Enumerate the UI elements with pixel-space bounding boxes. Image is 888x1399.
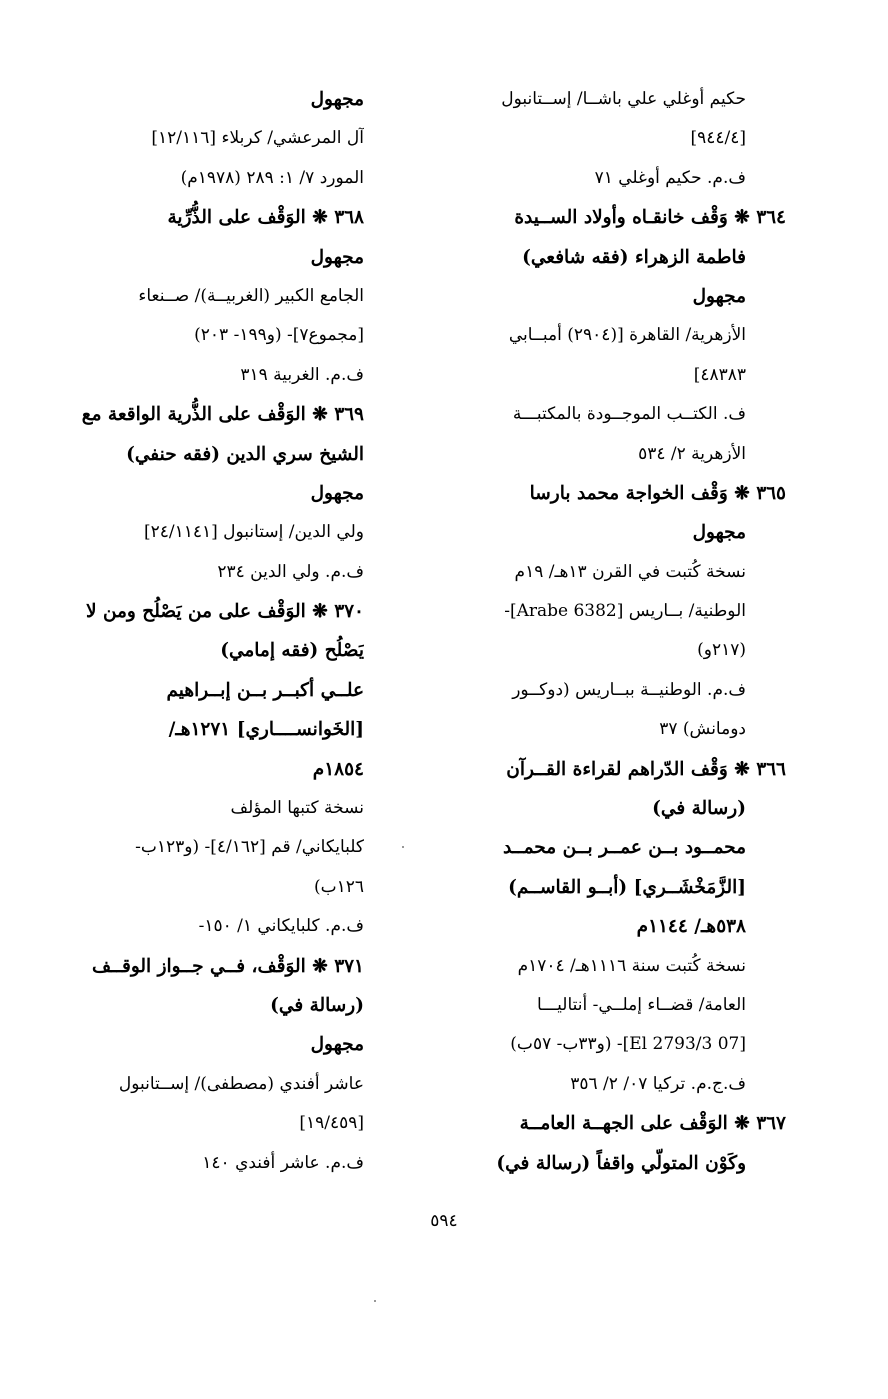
entry-heading-line: ٣٦٨ ❋ الوَقْف على الذُّرِّية: [167, 207, 364, 229]
entry-heading-line: مجهول: [692, 285, 746, 307]
entry-text-line: ف.ج.م. تركيا ٠٧/ ٢/ ٣٥٦: [570, 1073, 746, 1094]
entry-heading-line: (رسالة في): [270, 994, 364, 1016]
entry-text-line: نسخة كُتبت سنة ١١١٦هـ/ ١٧٠٤م: [517, 955, 746, 976]
entry-heading-line: الشيخ سري الدين (فقه حنفي): [126, 443, 364, 465]
entry-text-line: ف.م. الوطنيــة ببــاريس (دوكــور: [512, 679, 746, 700]
entry-heading-line: مجهول: [310, 246, 364, 268]
entry-text-line: آل المرعشي/ كربلاء [١٢/١١٦]: [151, 128, 364, 149]
entry-text-line: ف.م. عاشر أفندي ١٤٠: [202, 1152, 364, 1173]
entry-heading-line: ٣٧١ ❋ الوَقْف، فــي جــواز الوقــف: [92, 955, 364, 977]
entry-heading-line: مجهول: [310, 1034, 364, 1056]
entry-text-line: حكيم أوغلي علي باشــا/ إســتانبول: [501, 89, 746, 109]
entry-text-line: نسخة كتبها المؤلف: [230, 798, 364, 819]
scan-speck: [374, 1300, 376, 1302]
entry-text-line: الوطنية/ بــاريس [Arabe 6382]-: [504, 601, 746, 622]
entry-heading-line: ٣٦٤ ❋ وَقْف خانقـاه وأولاد الســيدة: [514, 207, 786, 229]
entry-text-line: ف.م. الغربية ٣١٩: [240, 364, 364, 385]
entry-text-line: نسخة كُتبت في القرن ١٣هـ/ ١٩م: [514, 561, 746, 582]
entry-heading-line: ١٨٥٤م: [312, 758, 364, 780]
entry-text-line: كلبايكاني/ قم [٤/١٦٢]- (و١٢٣ب-: [135, 837, 364, 858]
entry-text-line: عاشر أفندي (مصطفى)/ إســتانبول: [118, 1073, 364, 1094]
entry-heading-line: [الزَّمَخْشَــري] (أبــو القاســم): [508, 876, 746, 898]
entry-heading-line: ٥٣٨هـ/ ١١٤٤م: [636, 916, 746, 938]
right-column: [446, 80, 786, 1183]
entry-text-line: (٢١٧و): [697, 640, 746, 661]
entry-heading-line: علــي أكبــر بــن إبــراهيم: [166, 679, 364, 701]
entry-heading-line: ٣٧٠ ❋ الوَقْف على من يَصْلُح ومن لا: [85, 601, 364, 623]
entry-heading-line: ٣٦٧ ❋ الوَقْف على الجهــة العامــة: [519, 1113, 786, 1135]
entry-heading-line: وكَوْن المتولّي واقفاً (رسالة في): [496, 1152, 746, 1174]
entry-text-line: الأزهرية/ القاهرة [(٢٩٠٤) أمبــابي: [508, 325, 746, 346]
entry-heading-line: يَصْلُح (فقه إمامي): [220, 640, 364, 662]
entry-heading-line: ٣٦٦ ❋ وَقْف الدّراهم لقراءة القــرآن: [506, 758, 786, 780]
entry-text-line: [١٩/٤٥٩]: [299, 1113, 364, 1134]
entry-text-line: [٩٤٤/٤]: [690, 128, 746, 149]
entry-text-line: المورد ٧/ ١: ٢٨٩ (١٩٧٨م): [180, 167, 364, 188]
entry-text-line: ف.م. ولي الدين ٢٣٤: [217, 561, 364, 582]
entry-heading-line: ٣٦٥ ❋ وَقْف الخواجة محمد بارسا: [529, 482, 786, 504]
entry-text-line: [مجموع٧]- (و١٩٩- ٢٠٣): [194, 325, 364, 346]
entry-heading-line: محمــود بــن عمــر بــن محمــد: [503, 837, 746, 859]
entry-text-line: ٤٨٣٨٣]: [693, 364, 746, 385]
entry-heading-line: مجهول: [310, 89, 364, 110]
entry-text-line: [07 El 2793/3]- (و٣٣ب- ٥٧ب): [510, 1034, 746, 1055]
entry-text-line: العامة/ قضــاء إملــي- أنتاليـــا: [537, 994, 746, 1015]
entry-text-line: الأزهرية ٢/ ٥٣٤: [638, 443, 746, 464]
entry-text-line: ف.م. حكيم أوغلي ٧١: [594, 167, 746, 188]
entry-heading-line: ٣٦٩ ❋ الوَقْف على الذُّرية الواقعة مع: [81, 404, 364, 426]
entry-text-line: ١٢٦ب): [313, 876, 364, 897]
entry-heading-line: [الخَوانســــاري] ١٢٧١هـ/: [168, 719, 364, 741]
entry-text-line: ف.م. كلبايكاني ١/ ١٥٠-: [198, 916, 364, 937]
entry-text-line: الجامع الكبير (الغربيــة)/ صــنعاء: [138, 285, 364, 306]
entry-text-line: دومانش) ٣٧: [659, 719, 746, 740]
scan-speck: [402, 846, 404, 848]
entry-heading-line: مجهول: [692, 522, 746, 544]
entry-heading-line: مجهول: [310, 482, 364, 504]
left-column: [64, 80, 364, 1183]
entry-text-line: ولي الدين/ إستانبول [٢٤/١١٤١]: [143, 522, 364, 543]
entry-heading-line: فاطمة الزهراء (فقه شافعي): [522, 246, 746, 268]
entry-text-line: ف. الكتــب الموجــودة بالمكتبـــة: [512, 404, 746, 425]
entry-heading-line: (رسالة في): [652, 798, 746, 820]
page-number: ٥٩٤: [430, 1211, 458, 1231]
